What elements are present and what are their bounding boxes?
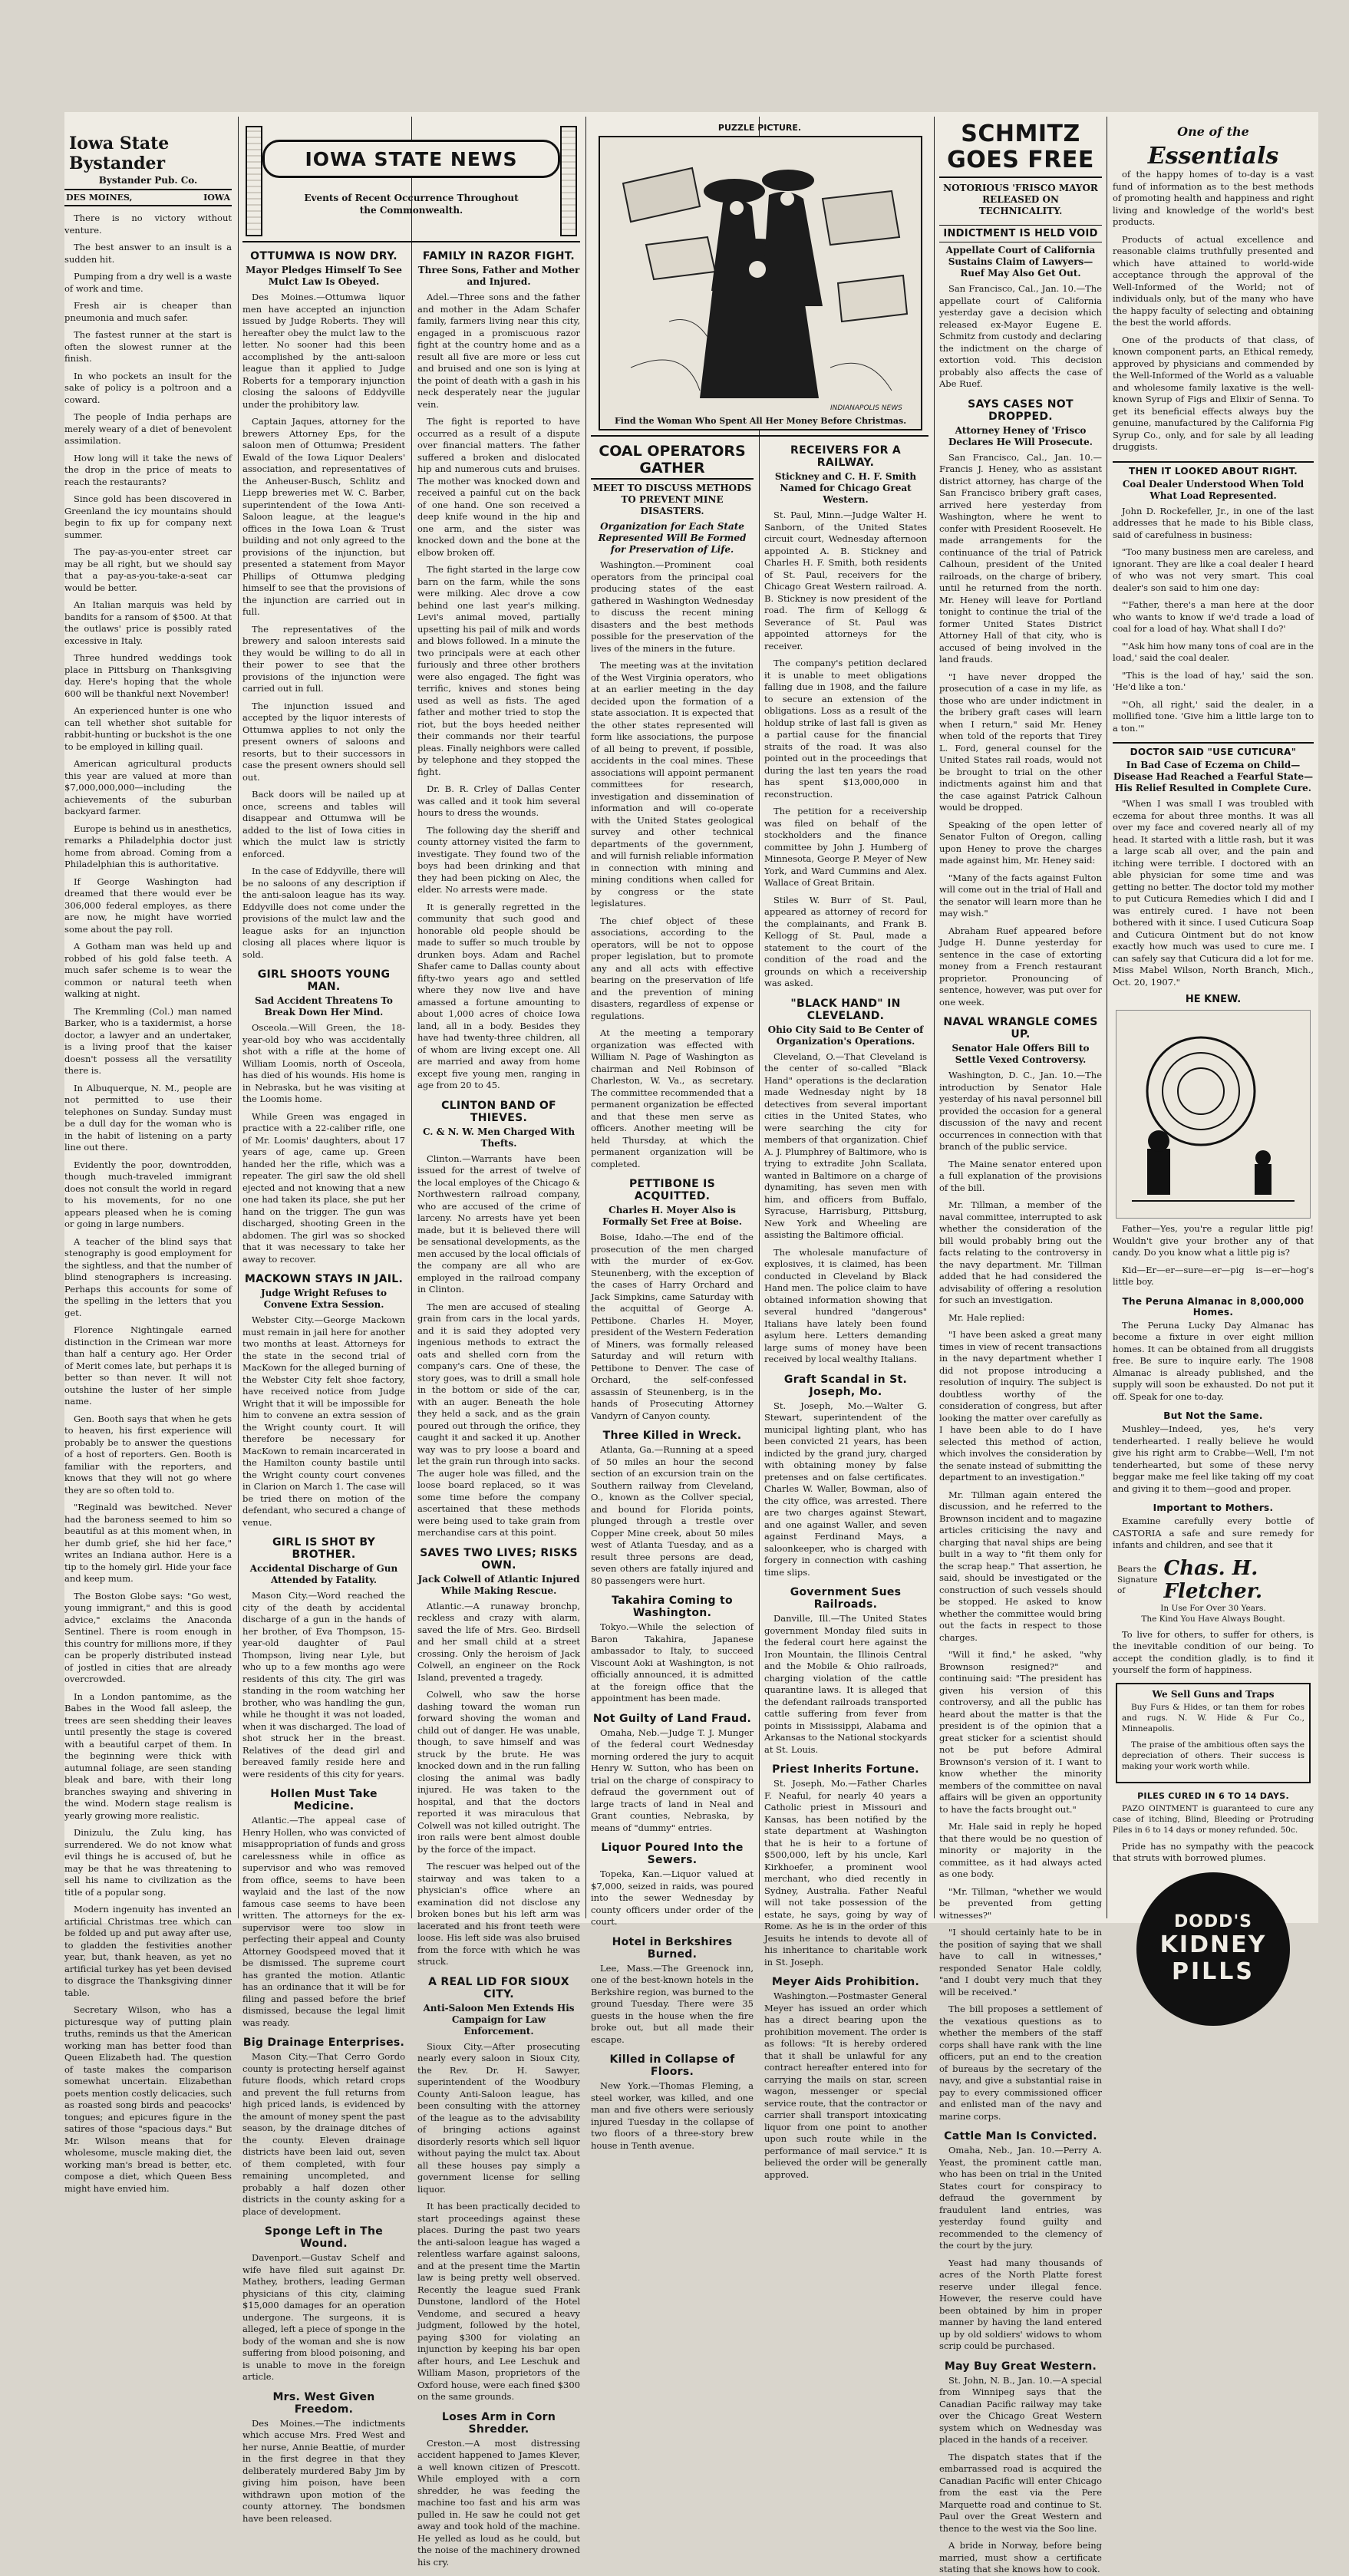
article-subhead: Jack Colwell of Atlantic Injured While Making Rescue.	[417, 1573, 580, 1596]
article-headline: Sponge Left in The Wound.	[264, 2225, 384, 2250]
paragraph: Kid—Er—er—sure—er—pig is—er—hog's little boy.	[1113, 1264, 1314, 1287]
article-paragraph: The dispatch states that if the embarrassed road is acquired the Canadian Pacific will enter Chicago from the east via the Pere Marquette road and continue to St. Paul over the Great Western and thence to the west via the Soo line.	[939, 2451, 1102, 2534]
article-headline: GIRL IS SHOT BY BROTHER.	[272, 1536, 376, 1561]
article-subhead: Attorney Heney of 'Frisco Declares He Will Prosecute.	[948, 424, 1093, 447]
mothers-body	[1113, 1516, 1314, 1552]
article-headline: A REAL LID FOR SIOUX CITY.	[428, 1975, 569, 2000]
iowa-state-news-section	[242, 112, 580, 2568]
paragraph: One of the products of that class, of known component parts, an Ethical remedy, approved by physicians and commended by the Well-Informed of the World as a valuable and wholesome family laxative is the well-known Syrup of Figs and Elixir of Senna. To get its beneficial effects always buy the genuine, manufactured by the California Fig Syrup Co., only, and for sale by all leading druggists.	[1113, 334, 1314, 452]
column-essentials	[1113, 112, 1314, 1985]
article-paragraph: Washington, D. C., Jan. 10.—The introduction by Senator Hale yesterday of his naval personnel bill provided the occasion for a general discussion of the navy and recent occurrences in connection with that branch of the public service.	[939, 1070, 1102, 1152]
article-headline: FAMILY IN RAZOR FIGHT.	[422, 250, 576, 262]
column-rule	[934, 117, 935, 1918]
schmitz-lead-body	[939, 283, 1102, 391]
paragraph: Products of actual excellence and reasonable claims truthfully presented and which have attained to world-wide acceptance through the approval of the Well-Informed of the World; not of individuals only, but of the many who have the happy faculty of selecting and obtaining the best the world affords.	[1113, 233, 1314, 328]
article-headline: May Buy Great Western.	[944, 2360, 1097, 2373]
paragraph: The Kremmling (Col.) man named Barker, who is a taxidermist, a horse doctor, a lawyer and an undertaker, is a living proof that the kaiser doesn't possess all the versatility there is.	[64, 1005, 232, 1076]
article-paragraph: San Francisco, Cal., Jan. 10.—Francis J. Heney, who as assistant district attorney, has charge of the San Francisco bribery graft cases, arrived here yesterday from Washington, where he went to confer with President Roosevelt. He made arrangements for the continuance of the trial of Patrick Calhoun, president of the United railroads, on the charge of bribery, until he returned from the north. Mr. Heney will leave for Portland tonight to continue the trial of the former United States District Attorney Hall of that city, who is accused of being involved in the land frauds.	[939, 451, 1102, 665]
live-body	[1113, 1629, 1314, 1677]
paragraph: Dinizulu, the Zulu king, has surrendered. We do not know what evil things he is accused of, but he may be that he was threatening to sell his name to civilization as the title of a popular song.	[64, 1827, 232, 1898]
article-subhead: Stickney and C. H. F. Smith Named for Chicago Great Western.	[774, 471, 917, 505]
article-paragraph: The company's petition declared it is unable to meet obligations falling due in 1908, and the failure to secure an extension of the obligations. Loss as a result of the holdup strike of last fall is given as a partial cause for the financial straits of the road. It was also pointed out in the proceedings that during the last ten years the road has spent $13,000,000 in reconstruction.	[764, 658, 927, 800]
article-headline: Loses Arm in Corn Shredder.	[441, 2410, 556, 2436]
paragraph: A Gotham man was held up and robbed of his gold false teeth. A much safer scheme is to wear the common or natural teeth when walking at night.	[64, 941, 232, 999]
paragraph: The praise of the ambitious often says the depreciation of others. Their success is making your work worth while.	[1122, 1740, 1304, 1771]
article-paragraph: The fight is reported to have occurred as a result of a dispute over financial matters. The father suffered a broken and dislocated hip and numerous cuts and bruises. The mother was knocked down and received a painful cut on the back of one hand. One son received a deep knife wound in the hip and one arm, and the sister was knocked down and the bone at the elbow broken off.	[417, 416, 580, 558]
paragraph: "'Oh, all right,' said the dealer, in a mollified tone. 'Give him a little large ton to a ton.'"	[1113, 698, 1314, 734]
paragraph: The best answer to an insult is a sudden hit.	[64, 242, 232, 265]
article-paragraph: "I have never dropped the prosecution of a case in my life, as those who are under indictment in the bribery graft cases will learn when I return," said Mr. Heney when told of the reports that Tirey L. Ford, general counsel for the United States rail roads, would not be brought to trial on the other indictments against him and that the case against Patrick Calhoun would be dropped.	[939, 671, 1102, 813]
column-news-briefs	[591, 1178, 754, 2152]
article-paragraph: Mason City.—Word reached the city of the death by accidental discharge of a gun in the hands of her brother, of Eva Thompson, 15-year-old daughter of Paul Thompson, living near Lyle, but who up to a few months ago were residents of this city. The girl was standing in the room watching her brother, who was handling the gun, while he thought it was not loaded, when it was discharged. The load of shot struck her in the breast. Relatives of the dead girl and bereaved family reside here and were residents of this city for years.	[242, 1590, 405, 1779]
article-paragraph: Colwell, who saw the horse dashing toward the woman run forward shoving the woman and child out of danger. He was unable, though, to save himself and was struck by the brute. He was knocked down and in the run falling closing the animal was badly injured. He was taken to the hospital, and that the doctors reported it was miraculous that Colwell was not killed outright. The iron rails were bent almost double by the force of the impact.	[417, 1689, 580, 1855]
article-paragraph: Adel.—Three sons and the father and mother in the Adam Schafer family, farmers living near this city, engaged in a promiscuous razor fight at the country home and as a result all five are more or less cut and bruised and one son is lying at the point of death with a gash in his neck desperately near the jugular vein.	[417, 292, 580, 410]
column-state-news-right	[417, 242, 580, 2568]
paragraph: The meeting was at the invitation of the West Virginia operators, who at an earlier meeting in the day decided upon the formation of a state association. It is expected that the other states represented will form like associations, the purpose of all being to prevent, if possible, accidents in the coal mines. These associations will appoint permanent committees for research, investigation and dissemination of information and will co-operate with the United States geological survey and other technical departments of the government, and will furnish reliable information in connection with mining and mining conditions when called for by congress or the state legislatures.	[591, 660, 754, 909]
puzzle-title: PUZZLE PICTURE.	[717, 123, 802, 133]
coal-article-body	[591, 559, 754, 1170]
article-subhead: Judge Wright Refuses to Convene Extra Session.	[260, 1288, 387, 1310]
paragraph-list	[64, 213, 232, 2195]
article-paragraph: Washington.—Postmaster General Meyer has issued an order which has a direct bearing upon the prohibition movement. The order is as follows: "It is hereby ordered that it shall be unlawful for any contract hereafter entered into for carrying the mails on star, screen wagon, messenger or special service route, that the contractor or carrier shall transport intoxicating liquor from one point to another upon such route while in the performance of mail service." It is believed the order will be generally approved.	[764, 1991, 927, 2180]
article-subhead: Senator Hale Offers Bill to Settle Vexed Controversy.	[952, 1043, 1090, 1065]
article-headline: GIRL SHOOTS YOUNG MAN.	[257, 968, 391, 993]
article-paragraph: The wholesale manufacture of explosives, it is claimed, has been conducted in Cleveland by Black Hand men. The police claim to have obtained information showing that several hundred "dangerous" Italians have lately been found asylum here. Letters demanding large sums of money have been received by local wealthy Italians.	[764, 1246, 927, 1364]
paragraph: Father—Yes, you're a regular little pig! Wouldn't give your brother any of that candy. Do you know what a little pig is?	[1113, 1223, 1314, 1258]
then-headline: THEN IT LOOKED ABOUT RIGHT.	[1113, 461, 1314, 477]
paragraph: In Albuquerque, N. M., people are not permitted to use their telephones on Sunday. Sunday must be a dull day for the woman who is in the habit of listening on a party line out there.	[64, 1082, 232, 1153]
pillar-ornament-left	[246, 126, 262, 236]
paragraph: "'Father, there's a man here at the door who wants to know if we'd trade a load of coal for a load of hay. What shall I do?'	[1113, 599, 1314, 634]
masthead: Iowa State Bystander	[69, 134, 170, 173]
article-paragraph: Back doors will be nailed up at once, screens and tables will disappear and Ottumwa will be added to the list of Iowa cities in which the mulct law is strictly enforced.	[242, 789, 405, 859]
paragraph: John D. Rockefeller, Jr., in one of the last addresses that he made to his Bible class, said of carefulness in business:	[1113, 505, 1314, 540]
paragraph: At the meeting a temporary organization was effected with William N. Page of Washington as chairman and Neil Robinson of Charleston, W. Va., as secretary. The committee recommended that a permanent organization be effected and that these men serve as officers. Another meeting will be held Thursday, at which the permanent organization will be completed.	[591, 1027, 754, 1169]
article-paragraph: Omaha, Neb., Jan. 10.—Perry A. Yeast, the prominent cattle man, who has been on trial in the United States court for conspiracy to defraud the government by fraudulent land entries, was yesterday found guilty and recommended to the clemency of the court by the jury.	[939, 2145, 1102, 2251]
article-paragraph: Mr. Hale said in reply he hoped that there would be no question of minority or majority in the committee, as it had always acted as one body.	[939, 1821, 1102, 1879]
article-paragraph: Mason City.—That Cerro Gordo county is protecting herself against future floods, which retard crops and prevent the full returns from high priced lands, is evidenced by the amount of money spent the past season, by the drainage ditches of the county. Eleven drainage districts have been laid out, seven of them completed, with four remaining uncompleted, and probably a half dozen other districts in the county asking for a place of development.	[242, 2051, 405, 2217]
article-paragraph: In the case of Eddyville, there will be no saloons of any description if the anti-saloon league has its way. Eddyville does not come under the provisions of the mulct law and the league asks for an injunction closing all places where liquor is sold.	[242, 866, 405, 960]
article-paragraph: Topeka, Kan.—Liquor valued at $7,000, seized in raids, was poured into the sewer Wednesday by county officers under order of the court.	[591, 1869, 754, 1927]
newspaper-page	[64, 112, 1318, 2574]
article-headline: Killed in Collapse of Floors.	[609, 2053, 735, 2078]
article-subhead: C. & N. W. Men Charged With Thefts.	[422, 1126, 576, 1149]
coal-subhead: MEET TO DISCUSS METHODS TO PREVENT MINE DISASTERS.	[592, 483, 752, 516]
article-paragraph: Osceola.—Will Green, the 18-year-old boy who was accidentally shot with a rifle at the home of William Loomis, north of Osceola, has died of his wounds. His home is in Nebraska, but he was visiting at the Loomis home.	[242, 1022, 405, 1104]
article-paragraph: The Maine senator entered upon a full explanation of the provisions of the bill.	[939, 1158, 1102, 1193]
essentials-title-top: One of the	[1177, 124, 1249, 139]
article-paragraph: "I have been asked a great many times in view of recent transactions in the navy department whether I did not propose introducing a resolution of inquiry. The subject is doubtless worthy of the consideration of congress, but after looking the matter over carefully as I have been able to do I have selected this method of action, which involves the consideration by the senate instead of submitting the department to an investigation."	[939, 1329, 1102, 1483]
paragraph: Florence Nightingale earned distinction in the Crimean war more than half a century ago. Her Order of Merit comes late, but perhaps it is better so than never. It will not outshine the luster of her simple name.	[64, 1324, 232, 1407]
article-subhead: Accidental Discharge of Gun Attended by Fatality.	[249, 1563, 398, 1585]
article-paragraph: While Green was engaged in practice with a 22-caliber rifle, one of Mr. Loomis' daughters, about 17 years of age, came up. Green handed her the rifle, which was a repeater. The girl saw the old shell ejected and not knowing that a new one had taken its place, she put her hand on the trigger. The gun was discharged, shooting Green in the abdomen. The girl was so shocked that it was necessary to take her away to recover.	[242, 1110, 405, 1265]
paragraph: The people of India perhaps are merely weary of a diet of benevolent assimilation.	[64, 411, 232, 446]
article-paragraph: Dr. B. R. Crley of Dallas Center was called and it took him several hours to dress the wounds.	[417, 783, 580, 818]
article-paragraph: Davenport.—Gustav Schelf and wife have filed suit against Dr. Mathey, brothers, leading German physicians of this city, claiming $15,000 damages for an operation undergone. The surgeons, it is alleged, left a piece of sponge in the body of the woman and she is now suffering from blood poisoning, and is unable to move in the foreign article.	[242, 2252, 405, 2382]
paragraph: San Francisco, Cal., Jan. 10.—The appellate court of California yesterday gave a decision which released ex-Mayor Eugene E. Schmitz from custody and declaring the indictment on the charge of extortion void. This decision probably also affects the case of Abe Ruef.	[939, 283, 1102, 389]
banner-scroll	[262, 140, 560, 178]
paragraph: In who pockets an insult for the sake of policy is a poltroon and a coward.	[64, 370, 232, 405]
article-paragraph: Mr. Tillman again entered the discussion, and he referred to the Brownson incident and to magazine articles criticising the navy and charging that naval ships are being built in a way to "fit them only for the scrap heap." That assertion, he said, should be investigated or the construction of such vessels should be stopped. He asked to know whether the committee would bring out the facts in respect to those charges.	[939, 1489, 1102, 1643]
article-headline: Not Guilty of Land Fraud.	[592, 1712, 752, 1725]
article-paragraph: Captain Jaques, attorney for the brewers Attorney Eps, for the saloon men of Ottumwa; President Ewald of the Iowa Liquor Dealers' association, and representatives of the Anheuser-Busch, Schlitz and Liepp breweries met W. C. Barber, superintendent of the Iowa Anti-Saloon league, at the league's offices in the Iowa Loan & Trust building and not only agreed to the provisions of the injunction, but presented a statement from Mayor Phillips of Ottumwa pledging himself to see that the provisions of the injunction are carried out in full.	[242, 416, 405, 617]
paragraph: Modern ingenuity has invented an artificial Christmas tree which can be folded up and put away after use, to gladden the festivities another year, but, thank heaven, as yet no artificial turkey has yet been devised to disgrace the Thanksgiving dinner table.	[64, 1904, 232, 1998]
paragraph: The Boston Globe says: "Go west, young immigrant," and this is good advice," exclaims the Anaconda Sentinel. There is room enough in this country for millions more, if they can be properly distributed instead of jostled in cities that are already overcrowded.	[64, 1590, 232, 1684]
paragraph: The fastest runner at the start is often the slowest runner at the finish.	[64, 329, 232, 364]
article-headline: Government Sues Railroads.	[790, 1586, 902, 1611]
banner-deck: Events of Recent Occurrence Throughout the Commonwealth.	[304, 193, 519, 216]
article-paragraph: Atlantic.—The appeal case of Henry Hollen, who was convicted of misappropriation of funds and gross carelessness while in office as supervisor and who was removed from office, seems to have been waylaid and the last of the now famous case seems to have been written. The attorneys for the ex-supervisor were too slow in perfecting their appeal and County Attorney Goodspeed moved that it be dismissed. The supreme court has granted the motion. Atlantic has an ordinance that it will be for filing and passed before the brief dismissed, because the legal limit was ready.	[242, 1815, 405, 2028]
article-paragraph: The injunction issued and accepted by the liquor interests of Ottumwa applies to not only the present owners of saloons and resorts, but to their successors in case the present owners should sell out.	[242, 700, 405, 783]
article-paragraph: Omaha, Neb.—Judge T. J. Munger of the federal court Wednesday morning ordered the jury to acquit Henry W. Sutton, who has been on trial on the charge of conspiracy to defraud the government out of large tracts of land in Neal and Grant counties, Nebraska, by means of "dummy" entries.	[591, 1727, 754, 1833]
article-paragraph: St. Joseph, Mo.—Walter G. Stewart, superintendent of the municipal lighting plant, who has been convicted 21 years, has been indicted by the grand jury, charged with obtaining money by false pretenses and on false certificates. Charles W. Waller, Bowman, also of the city office, was arrested. There are two charges against Stewart, and one against Waller, and seven against Ferdinand Mays, a saloonkeeper, who is charged with forgery in connection with cashing time slips.	[764, 1400, 927, 1578]
article-paragraph: St. Joseph, Mo.—Father Charles F. Neaful, for nearly 40 years a Catholic priest in Missouri and Kansas, has been notified by the state department at Washington that he is heir to a fortune of $500,000, left by his uncle, Karl Kirkhoefer, a prominent wool merchant, who died recently in Sydney, Australia. Father Neaful will not take possession of the estate, he says, going by way of Rome. As he is in the order of this Jesuits he intends to devote all of his inheritance to charitable work in St. Joseph.	[764, 1778, 927, 1967]
article-paragraph: Boise, Idaho.—The end of the prosecution of the men charged with the murder of ex-Gov. Steunenberg, with the exception of the cases of Harry Orchard and Jack Simpkins, came Saturday with the acquittal of George A. Pettibone. Charles H. Moyer, president of the Western Federation of Miners, was formally released Saturday and will return with Pettibone to Denver. The case of Orchard, the self-confessed assassin of Steunenberg, is in the hands of Prosecuting Attorney Vandyrn of Canyon county.	[591, 1232, 754, 1421]
article-paragraph: Mr. Tillman, a member of the naval committee, interrupted to ask whether the consideration of the bill would probably bring out the facts relating to the controversy in the navy department. Mr. Tillman added that he had considered the advisability of offering a resolution for such an investigation.	[939, 1199, 1102, 1305]
paragraph: "When I was small I was troubled with eczema for about three months. It was all over my face and covered nearly all of my head. It started with a little rash, but it was a large scab all over, and the pain and itching were terrible. I doctored with an able physician for some time and was getting no better. The doctor told my mother to put Cuticura Remedies which I did and I was entirely cured. I have not been bothered with it since. I used Cuticura Soap and Cuticura Ointment but do not know exactly how much was used to cure me. I can safely say that Cuticura did a lot for me. Miss Mabel Wilson, North Branch, Mich., Oct. 20, 1907."	[1113, 798, 1314, 988]
article-paragraph: Cleveland, O.—That Cleveland is the center of so-called "Black Hand" operations is the declaration made Wednesday night by 18 detectives from several important cities in the United States, who were searching the city for members of that organization. Chief A. J. Plumphrey of Baltimore, who is trying to extradite John Scallata, wanted in Baltimore on a charge of dynamiting, has seven men with him, and officers from Buffalo, Syracuse, Harrisburg, Pittsburg, New York and Wheeling are assisting the Baltimore official.	[764, 1051, 927, 1240]
article-headline: Hollen Must Take Medicine.	[270, 1788, 378, 1812]
fletcher-signature: Chas. H. Fletcher.	[1163, 1556, 1263, 1603]
paragraph: The chief object of these associations, according to the operators, will be not to oppose proper legislation, but to promote any and all acts with effective bearing on the preservation of life and the prevention of mining disasters, regardless of expense or regulations.	[591, 915, 754, 1021]
puzzle-signature: INDIANAPOLIS NEWS	[830, 404, 902, 412]
cuticura-headline: DOCTOR SAID "USE CUTICURA"	[1113, 742, 1314, 757]
paragraph: How long will it take the news of the drop in the price of meats to reach the restaurants?	[64, 452, 232, 487]
article-paragraph: It has been practically decided to start proceedings against these places. During the past two years the anti-saloon league has waged a relentless warfare against saloons, and at the present time the Martin law is being pretty well observed. Recently the league sued Frank Dunstone, landlord of the Hotel Vendome, and secured a heavy judgment, followed by the hotel, paying $300 for violating an injunction by keeping his bar open after hours, and Lee Leschuk and William Mason, proprietors of the Oxford house, were each fined $300 on the same grounds.	[417, 2201, 580, 2402]
cuticura-subhead: In Bad Case of Eczema on Child—Disease Had Reached a Fearful State—His Relief Resulted in Complete Cure.	[1113, 760, 1314, 793]
puzzle-caption: Find the Woman Who Spent All Her Money Before Christmas.	[614, 416, 907, 426]
paragraph: Examine carefully every bottle of CASTORIA a safe and sure remedy for infants and children, and see that it	[1113, 1516, 1314, 1550]
guns-headline: We Sell Guns and Traps	[1152, 1688, 1275, 1700]
article-paragraph: Creston.—A most distressing accident happened to James Klever, a well known citizen of Prescott. While employed with a corn shredder, he was feeding the machine too fast and his arm was pulled in. He saw he could not get away and took hold of the machine. He yelled as loud as he could, but the noise of the machinery drowned his cry.	[417, 2437, 580, 2568]
pillar-ornament-right	[560, 126, 577, 236]
article-headline: SAYS CASES NOT DROPPED.	[968, 397, 1074, 423]
paragraph: The pay-as-you-enter street car may be all right, but we should say that a pay-as-you-take-a-seat car would be better.	[64, 546, 232, 593]
paragraph: American agricultural products this year are valued at more than $7,000,000,000—including the achievements of the suburban backyard farmer.	[64, 758, 232, 816]
dodds-line-1: DODD'S	[1173, 1912, 1253, 1931]
bears-label: Bears the Signature of	[1117, 1564, 1158, 1595]
article-paragraph: The fight started in the large cow barn on the farm, while the sons were milking. Alec drove a cow behind one last year's milking. Levi's animal moved, partially upsetting his pail of milk and words and blows followed. In a minute the two principals were at each other furiously and three other brothers were also engaged. The fight was terrific, knives and stones being used as well as fists. The aged father and mother tried to stop the riot, but the boys heeded neither their commands nor their tearful pleas. Finally neighbors were called by telephone and they stopped the fight.	[417, 564, 580, 777]
essentials-title	[1113, 120, 1314, 169]
paragraph: Europe is behind us in anesthetics, remarks a Philadelphia doctor just home from abroad. Coming from a Philadelphian this is authoritative.	[64, 823, 232, 869]
dateline	[64, 189, 232, 206]
article-paragraph: Atlanta, Ga.—Running at a speed of 50 miles an hour the second section of an excursion train on the Southern railway from Cleveland, O., known as the Collver special, and bound for Florida points, plunged through a trestle over Copper Mine creek, about 50 miles west of Atlanta Tuesday, and as a result three persons are dead, seven others are fatally injured and 80 passengers were hurt.	[591, 1444, 754, 1586]
article-paragraph: Atlantic.—A runaway bronchp, reckless and crazy with alarm, saved the life of Mrs. Geo. Birdsell and her small child at a street crossing. Only the heroism of Jack Colwell, an engineer on the Rock Island, prevented a tragedy.	[417, 1600, 580, 1683]
paragraph: An experienced hunter is one who can tell whether shot suitable for rabbit-hunting or buckshot is the one to be employed in killing quail.	[64, 705, 232, 752]
article-paragraph: The men are accused of stealing grain from cars in the local yards, and it is said they adopted very ingenious methods to extract the oats and shelled corn from the company's cars. One of these, the story goes, was to drill a small hole in the bottom or side of the car, with an auger. Beneath the hole they held a sack, and as the grain poured out through the orifice, they caught it and sacked it up. Another way was to pry loose a board and let the grain run through into sacks. The auger hole was filled, and the loose board replaced, so it was some time before the company ascertained that these methods were being used to take grain from merchandise cars at this point.	[417, 1301, 580, 1538]
dateline-city: DES MOINES,	[66, 193, 133, 203]
article-headline: RECEIVERS FOR A RAILWAY.	[790, 444, 901, 469]
column-coal	[591, 437, 754, 2151]
christmas-shoppers-illustration-icon	[600, 137, 921, 429]
article-paragraph: St. John, N. B., Jan. 10.—A special from Winnipeg says that the Canadian Pacific railway may take over the Chicago Great Western system which on Wednesday was placed in the hands of a receiver.	[939, 2374, 1102, 2445]
article-subhead: Mayor Pledges Himself To See Mulct Law Is Obeyed.	[246, 265, 402, 287]
piles-body	[1113, 1803, 1314, 1836]
paragraph: In a London pantomime, as the Babes in the Wood fall asleep, the trees are seen shedding their leaves until presently the stage is covered with a beautiful carpet of them. In the beginning were thick with autumnal foliage, are seen standing bleak and bare, with their long branches swaying and shivering in the wind. Modern stage realism is yearly growing more realistic.	[64, 1690, 232, 1821]
father-and-kid-cartoon-icon	[1116, 1011, 1310, 1216]
piles-headline: PILES CURED IN 6 TO 14 DAYS.	[1137, 1790, 1289, 1801]
article-paragraph: A bride in Norway, before being married, must show a certificate stating that she knows how to cook.	[939, 2540, 1102, 2574]
article-headline: "BLACK HAND" IN CLEVELAND.	[790, 997, 901, 1022]
article-paragraph: Sioux City.—After prosecuting nearly every saloon in Sioux City, the Rev. Dr. H. Sawyer, superintendent of the Woodbury County Anti-Saloon league, has been consulting with the attorney of the league as to the advisability of bringing actions against disorderly resorts which sell liquor without paying the mulct tax. About all these houses pay simply a government license for selling liquor.	[417, 2040, 580, 2195]
article-headline: Liquor Poured Into the Sewers.	[601, 1842, 744, 1866]
paragraph: of the happy homes of to-day is a vast fund of information as to the best methods of promoting health and happiness and right living and knowledge of the world's best products.	[1113, 169, 1314, 227]
castoria-signature-row	[1113, 1557, 1314, 1603]
paragraph: Secretary Wilson, who has a picturesque way of putting plain truths, reminds us that the American working man has better food than Queen Elizabeth had. The question of taste makes the comparison somewhat uncertain. Elizabethan poets mention costly delicacies, such as roasted song birds and peacocks' tongues; and epicures figure in the satires of those "spacious days." But Mr. Wilson means that for wholesome, muscle making diet, the working man's bread is better, etc. compose a diet, which Queen Bess might have envied him.	[64, 2004, 232, 2194]
paragraph: Three hundred weddings took place in Pittsburg on Thanksgiving day. Here's hoping that the whole 600 will be thankful next November!	[64, 652, 232, 699]
article-headline: Big Drainage Enterprises.	[242, 2037, 405, 2049]
article-paragraph: Des Moines.—Ottumwa liquor men have accepted an injunction issued by Judge Roberts. They will hereafter obey the mulct law to the letter. No sooner had this been accomplished by the anti-saloon league than it applied to Judge Roberts for a temporary injunction closing the saloons of Eddyville under the prohibitory law.	[242, 292, 405, 410]
article-headline: PETTIBONE IS ACQUITTED.	[628, 1178, 716, 1202]
article-paragraph: The bill proposes a settlement of the vexatious questions as to whether the members of the staff corps shall have rank with the line officers, put an end to the creation of bureaus by the secretary of the navy, and give a substantial raise in pay to every commissioned officer and enlisted man of the navy and marine corps.	[939, 2004, 1102, 2122]
article-paragraph: "Many of the facts against Fulton will come out in the trial of Hall and the senator will learn more than he may wish."	[939, 872, 1102, 919]
article-paragraph: Speaking of the open letter of Senator Fulton of Oregon, calling upon Heney to prove the charges made against him, Mr. Heney said:	[939, 819, 1102, 866]
paragraph: Washington.—Prominent coal operators from the principal coal producing states of the east gathered in Washington Wednesday to discuss the recent mining disasters and the best methods possible for the preservation of the lives of the miners in the future.	[591, 559, 754, 654]
coal-subhead-2: Organization for Each State Represented Will Be Formed for Preservation of Life.	[598, 521, 747, 555]
article-paragraph: Clinton.—Warrants have been issued for the arrest of twelve of the local employes of the Chicago & Northwestern railroad company, who are accused of the crime of larceny. No arrests have yet been made, but it is believed there will be sensational developments, as the men accused by the local officials of the company are all who are employed in the railroad company in Clinton.	[417, 1153, 580, 1295]
dateline-state: IOWA	[203, 193, 230, 203]
paragraph: Evidently the poor, downtrodden, though much-traveled immigrant does not consult the world in regard to his movements, for no one appears pleased when he is coming or going in large numbers.	[64, 1159, 232, 1229]
dodds-line-3: PILLS	[1172, 1958, 1255, 1985]
article-headline: Priest Inherits Fortune.	[772, 1763, 919, 1776]
article-headline: Three Killed in Wreck.	[602, 1430, 742, 1442]
knew-body	[1113, 1223, 1314, 1288]
essentials-body	[1113, 169, 1314, 454]
article-paragraph: Tokyo.—While the selection of Baron Takahira, Japanese ambassador to Italy, to succeed Viscount Aoki at Washington, is not officially announced, it is admitted at the foreign office that the appointment has been made.	[591, 1621, 754, 1704]
cartoon-sketch	[1116, 1010, 1311, 1219]
iowa-state-news-banner	[242, 118, 580, 242]
article-paragraph: Des Moines.—The indictments which accuse Mrs. Fred West and her nurse, Annie Beattie, of murder in the first degree in that they deliberately murdered Baby Jim by giving him poison, have been withdrawn upon motion of the county attorney. The bondsmen have been released.	[242, 2417, 405, 2524]
paragraph: PAZO OINTMENT is guaranteed to cure any case of itching, Blind, Bleeding or Protruding Piles in 6 to 14 days or money refunded. 50c.	[1113, 1803, 1314, 1835]
article-headline: Takahira Coming to Washington.	[612, 1595, 733, 1619]
cuticura-body	[1113, 798, 1314, 988]
article-paragraph: St. Paul, Minn.—Judge Walter H. Sanborn, of the United States circuit court, Wednesday afternoon appointed A. B. Stickney and Charles H. F. Smith, both residents of St. Paul, receivers for the Chicago Great Western railroad. A. B. Stickney is now president of the road. The firm of Kellogg & Severance of St. Paul was appointed attorneys for the receiver.	[764, 510, 927, 651]
coal-headline: COAL OPERATORS GATHER	[591, 443, 754, 480]
same-body	[1113, 1423, 1314, 1495]
article-subhead: Anti-Saloon Men Extends His Campaign for Law Enforcement.	[423, 2002, 575, 2037]
article-subhead: Ohio City Said to Be Center of Organization's Operations.	[767, 1024, 924, 1047]
article-headline: OTTUMWA IS NOW DRY.	[250, 250, 397, 262]
article-paragraph: "I should certainly hate to be in the position of saying that we shall have to call in witnesses," responded Senator Hale coldly, "and I doubt very much that they will be received."	[939, 1927, 1102, 1997]
column-schmitz	[939, 112, 1102, 2574]
paragraph: Gen. Booth says that when he gets to heaven, his first experience will probably be to answer the questions of a host of reporters. Gen. Booth is familiar with the reporters, and knows that they will not go where they are so often told to.	[64, 1413, 232, 1496]
paragraph: If George Washington had dreamed that there would ever be 306,000 federal employes, as there are now, he might have worried some about the pay roll.	[64, 876, 232, 935]
article-headline: Graft Scandal in St. Joseph, Mo.	[783, 1373, 908, 1398]
article-subhead: Sad Accident Threatens To Break Down Her Mind.	[255, 995, 393, 1018]
article-paragraph: Yeast had many thousands of acres of the North Platte forest reserve under illegal fence. However, the reserve could have been obtained by him in proper manner by having the land entered up by old soldiers' widows to whom scrip could be purchased.	[939, 2257, 1102, 2351]
article-paragraph: Stiles W. Burr of St. Paul, appeared as attorney of record for the complainants, and Frank B. Kellogg of St. Paul, made a statement to the court of the condition of the road and the grounds on which a receivership was asked.	[764, 894, 927, 988]
paragraph: Fresh air is cheaper than pneumonia and much safer.	[64, 300, 232, 323]
paragraph: "This is the load of hay,' said the son. 'He'd like a ton.'	[1113, 669, 1314, 692]
column-railway	[764, 437, 927, 2180]
article-subhead: Charles H. Moyer Also is Formally Set Free at Boise.	[602, 1205, 742, 1227]
article-paragraph: Abraham Ruef appeared before Judge H. Dunne yesterday for sentence in the case of extorting money from a French restaurant proprietor. Pronouncing of sentence, however, was put over for one week.	[939, 925, 1102, 1008]
column-rule	[238, 117, 239, 1918]
dodds-line-2: KIDNEY	[1159, 1931, 1267, 1958]
then-body	[1113, 506, 1314, 735]
publisher: Bystander Pub. Co.	[98, 175, 198, 186]
paragraph: "'Ask him how many tons of coal are in the load,' said the coal dealer.	[1113, 640, 1314, 663]
paragraph: An Italian marquis was held by bandits for a ransom of $500. At that the outlaws' price is possibly rated excessive in Italy.	[64, 599, 232, 646]
article-headline: NAVAL WRANGLE COMES UP.	[943, 1016, 1098, 1041]
article-paragraph: The following day the sheriff and county attorney visited the farm to investigate. They found two of the boys had been drinking and that they had been picking on Alec, the elder. No arrests were made.	[417, 824, 580, 895]
in-use-line: In Use For Over 30 Years.	[1160, 1603, 1266, 1613]
article-headline: MACKOWN STAYS IN JAIL.	[244, 1273, 404, 1285]
peruna-body	[1113, 1320, 1314, 1403]
schmitz-headline: SCHMITZ GOES FREE	[939, 121, 1102, 178]
pride-body	[1113, 1841, 1314, 1865]
mothers-headline: Important to Mothers.	[1153, 1502, 1274, 1513]
article-paragraph: Lee, Mass.—The Greenock inn, one of the best-known hotels in the Berkshire region, was burned to the ground Tuesday. There were 35 guests in the house when the fire broke out, but all made their escape.	[591, 1962, 754, 2045]
paragraph: The Peruna Lucky Day Almanac has become a fixture in over eight million homes. It can be obtained from all druggists free. Be sure to inquire early. The 1908 Almanac is already published, and the supply will soon be exhausted. Do not put it off. Speak for one to-day.	[1113, 1319, 1314, 1402]
paragraph: Mushley—Indeed, yes, he's very tenderhearted. I really believe he would give his right arm to Crabbe—Well, I'm not tenderhearted, but some of these nervy beggar make me feel like taking off my coat and giving it to them—good and proper.	[1113, 1423, 1314, 1494]
paragraph: There is no victory without venture.	[64, 213, 232, 236]
column-bystander	[64, 112, 232, 2194]
article-headline: Hotel in Berkshires Burned.	[612, 1935, 733, 1961]
schmitz-subhead: NOTORIOUS 'FRISCO MAYOR RELEASED ON TECHNICALITY.	[943, 183, 1098, 216]
column-rule	[585, 117, 586, 1918]
indictment-subhead: Appellate Court of California Sustains Claim of Lawyers—Ruef May Also Get Out.	[945, 245, 1096, 279]
peruna-headline: The Peruna Almanac in 8,000,000 Homes.	[1122, 1295, 1304, 1318]
dodds-kidney-pills-ad	[1136, 1872, 1290, 2026]
indictment-headline: INDICTMENT IS HELD VOID	[939, 225, 1102, 242]
article-paragraph: It is generally regretted in the community that such good and honorable old people should be made to suffer so much trouble by drunken boys. Adam and Rachel Shafer came to Dallas county about fifty-two years ago and settled where they now live and have amassed a fortune amounting to about 1,000 acres of choice Iowa land, all in a body. Besides they have had twenty-three children, all of whom are living except one. All are married and away from home except five young men, ranging in age from 20 to 45.	[417, 901, 580, 1090]
article-paragraph: Mr. Hale replied:	[948, 1311, 1025, 1323]
article-paragraph: The rescuer was helped out of the stairway and was taken to a physician's office where an examination did not disclose any broken bones but his left arm was lacerated and his front teeth were loose. His left side was also bruised from the force with which he was struck.	[417, 1861, 580, 1967]
paragraph: Pride has no sympathy with the peacock that struts with borrowed plumes.	[1113, 1840, 1314, 1863]
article-paragraph: "Mr. Tillman, "whether we would be prevented from getting witnesses?"	[939, 1885, 1102, 1921]
guns-body	[1122, 1702, 1304, 1772]
article-headline: Mrs. West Given Freedom.	[272, 2390, 375, 2416]
puzzle-picture	[599, 136, 922, 430]
article-paragraph: Danville, Ill.—The United States government Monday filed suits in the federal court here against the Iron Mountain, the Illinois Central and the Mobile & Ohio railroads, charging violation of the cattle quarantine laws. It is alleged that the defendant railroads transported cattle suffering from fever from points in Mississippi, Alabama and Arkansas to the National stockyards at St. Louis.	[764, 1613, 927, 1755]
article-paragraph: The petition for a receivership was filed on behalf of the stockholders and the finance committee by John J. Humberg of Minnesota, George P. Meyer of New York, and Ward Cummins and Alex. Wallace of Great Britain.	[764, 806, 927, 888]
paragraph: Pumping from a dry well is a waste of work and time.	[64, 271, 232, 294]
paragraph: Since gold has been discovered in Greenland the icy mountains should begin to fix up for company next summer.	[64, 493, 232, 540]
article-headline: Meyer Aids Prohibition.	[771, 1976, 920, 1988]
column-state-news-left	[242, 242, 405, 2524]
essentials-title-bottom: Essentials	[1147, 143, 1279, 170]
paragraph: A teacher of the blind says that stenography is good employment for the sightless, and that the number of blind stenographers is increasing. Perhaps this accounts for some of the spelling in the letters that you get.	[64, 1235, 232, 1318]
article-paragraph: The representatives of the brewery and saloon interests said they would be willing to do all in their power to see that the provisions of the injunction were carried out in full.	[242, 623, 405, 694]
article-paragraph: New York.—Thomas Fleming, a steel worker, was killed, and one man and five others were seriously injured Tuesday in the collapse of two floors of a three-story brew house in Tenth avenue.	[591, 2080, 754, 2151]
article-subhead: Three Sons, Father and Mother and Injured.	[417, 265, 580, 287]
paragraph: To live for others, to suffer for others, is the inevitable condition of our being. To accept the condition gladly, is to find it yourself the form of happiness.	[1113, 1628, 1314, 1675]
article-paragraph: "Will it find," he asked, "why Brownson resigned?" and continuing said: "The president has given his version of this controversy, and all the public has heard about the matter is that the president is of the opinion that a great sticker for a scientist should not be put before Admiral Brownson's version of it. I want to know whether the minority members of the committee on naval affairs will be given an opportunity to have the facts brought out."	[939, 1649, 1102, 1815]
column-schmitz-articles	[939, 398, 1102, 2576]
article-headline: CLINTON BAND OF THIEVES.	[441, 1099, 556, 1124]
paragraph: "Too many business men are careless, and ignorant. They are like a coal dealer I heard of who was not very smart. This coal dealer's son said to him one day:	[1113, 546, 1314, 593]
article-headline: Cattle Man Is Convicted.	[944, 2130, 1097, 2142]
banner-title: IOWA STATE NEWS	[305, 147, 518, 170]
guns-ad	[1116, 1683, 1311, 1783]
knew-headline: HE KNEW.	[1185, 994, 1242, 1005]
kind-line: The Kind You Have Always Bought.	[1141, 1614, 1285, 1624]
paragraph: "Reginald was bewitched. Never had the baroness seemed to him so beautiful as at this moment when, in her dumb grief, she hid her face," writes an Indiana author. Here is a tip to the homely girl. Hide your face and keep mum.	[64, 1502, 232, 1584]
paragraph: Buy Furs & Hides, or tan them for robes and rugs. N. W. Hide & Fur Co., Minneapolis.	[1122, 1702, 1304, 1733]
article-headline: SAVES TWO LIVES; RISKS OWN.	[420, 1546, 578, 1572]
center-section	[591, 112, 928, 2180]
then-subhead: Coal Dealer Understood When Told What Load Represented.	[1122, 478, 1304, 501]
article-paragraph: Webster City.—George Mackown must remain in jail here for another two months at least. Attorneys for the state in the second trial of MacKown for the alleged burning of the Webster City felt shoe factory, have received notice from Judge Wright that it will be impossible for him to convene an extra session of the Wright county court. It will therefore be necessary for MacKown to remain incarcerated in the Hamilton county bastile until the Wright county court convenes in Clarion on March 1. The case will be tried there on motion of the defendant, who secured a change of venue.	[242, 1314, 405, 1528]
same-headline: But Not the Same.	[1163, 1410, 1263, 1421]
